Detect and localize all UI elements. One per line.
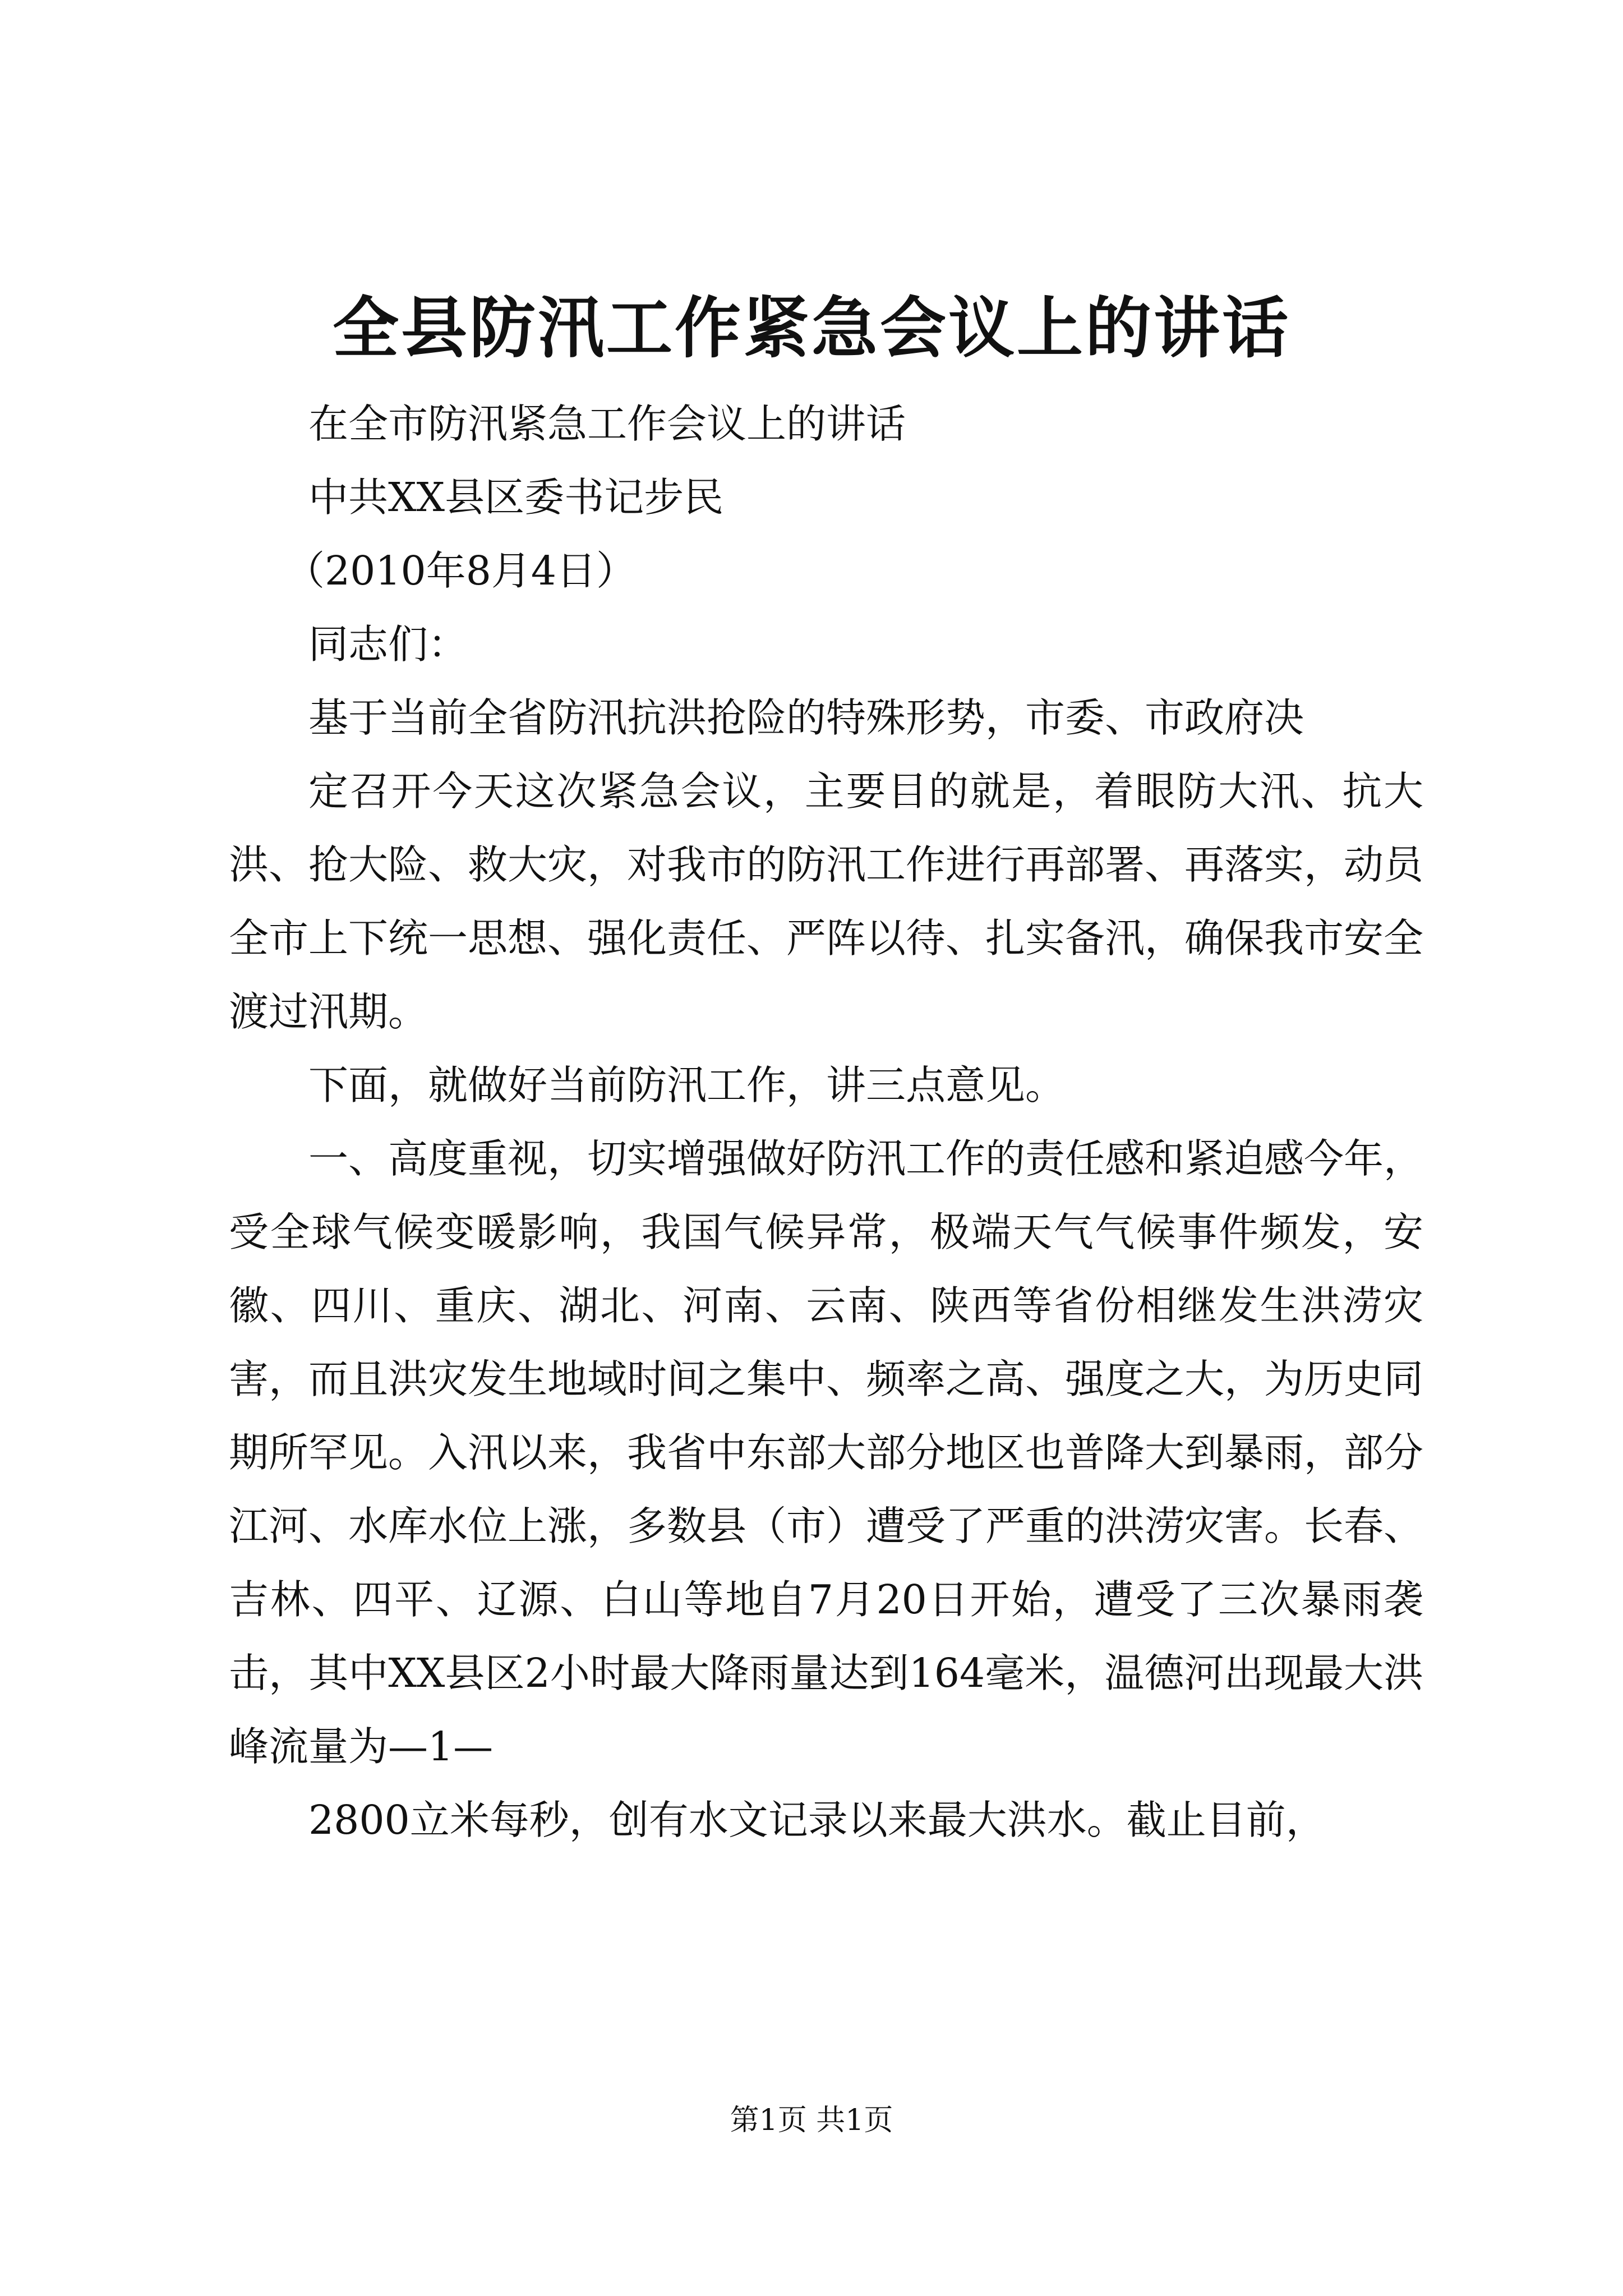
- paragraph-body: 下面，就做好当前防汛工作，讲三点意见。: [308, 1062, 1066, 1108]
- paragraph-body: 2800立米每秒，创有水文记录以来最大洪水。截止目前，: [308, 1797, 1326, 1843]
- paragraph-body: 一、高度重视，切实增强做好防汛工作的责任感和紧迫感今年，受全球气候变暖影响，我国气候异常，极端天气气候事件频发，安徽、四川、重庆、湖北、河南、云南、陕西等省份相继发生洪涝灾害，而且洪灾发生地域时间之集中、频率之高、强度之大，为历史同期所罕见。入汛以来，我省中东部大部分地区也普降大到暴雨，部分江河、水库水位上涨，多数县（市）遭受了严重的洪涝灾害。长春、吉林、四平、辽源、白山等地自7月20日开始，遭受了三次暴雨袭击，其中XX县区2小时最大降雨量达到164毫米，温德河出现最大洪峰流量为—1—: [229, 1135, 1424, 1770]
- paragraph-author: 中共XX县区委书记步民: [308, 474, 724, 521]
- paragraph-body: 基于当前全省防汛抗洪抢险的特殊形势，市委、市政府决: [308, 694, 1304, 741]
- page-footer: 第1页 共1页: [730, 2104, 893, 2137]
- paragraph-date: （2010年8月4日）: [285, 547, 637, 594]
- paragraph-subtitle: 在全市防汛紧急工作会议上的讲话: [308, 401, 906, 447]
- document-title: 全县防汛工作紧急会议上的讲话: [332, 289, 1290, 367]
- paragraph-body: 定召开今天这次紧急会议，主要目的就是，着眼防大汛、抗大洪、抢大险、救大灾，对我市的防汛工作进行再部署、再落实，动员全市上下统一思想、强化责任、严阵以待、扎实备汛，确保我市安全渡过汛期。: [229, 768, 1424, 1035]
- paragraph-salutation: 同志们：: [308, 621, 468, 668]
- document-body: [229, 387, 1423, 1857]
